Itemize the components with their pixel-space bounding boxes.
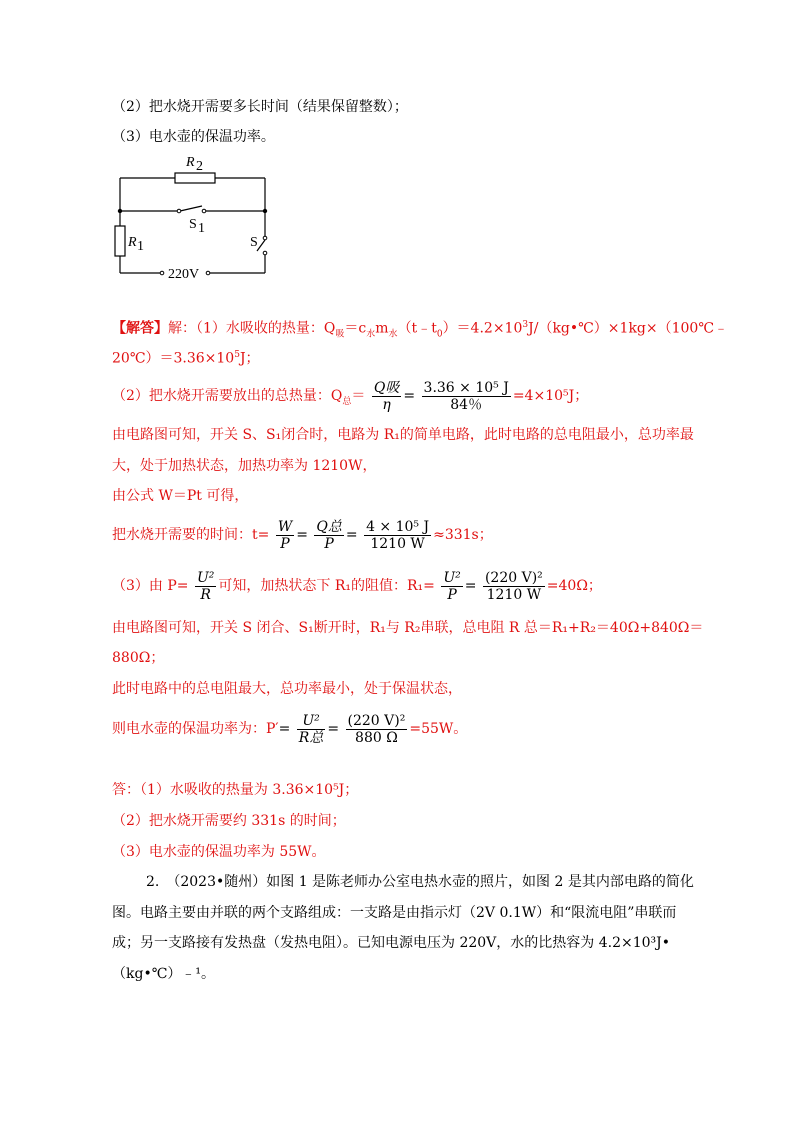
circuit-diagram [110, 148, 280, 283]
solution-line-3: （2）把水烧开需要放出的总热量：$Q_总=$ $\frac{\text{Q吸}}{\eta}$ = $\frac{\text{3.36 × 10⁵ J}}{84\%}$ =4×10⁵J； [112, 379, 589, 413]
label-s1: S [189, 217, 197, 232]
solution-line-8: （3）由 P= $\frac{\text{U²}}{R}$ 可知，加热状态下 R₁的阻值：R₁= $\frac{\text{U²}}{P}$ = $\frac{\text{(220 V)²}}{1210 W}$ =40Ω； [112, 569, 602, 603]
solution-line-6: 由公式 W＝Pt 可得， [112, 488, 249, 504]
next-question-line-1: 2. （2023•随州）如图 1 是陈老师办公室电热水壶的照片，如图 2 是其内部电路的简化 [146, 874, 694, 890]
answer-3: （3）电水壶的保温功率为 55W。 [112, 844, 326, 860]
svg-text:1: 1 [198, 221, 205, 236]
question-3: （3）电水壶的保温功率。 [112, 129, 275, 145]
next-question-line-2: 图。电路主要由并联的两个支路组成：一支路是由指示灯（2V 0.1W）和“限流电阻”串联而 [112, 905, 677, 921]
solution-line-5: 大，处于加热状态，加热功率为 1210W， [112, 458, 377, 474]
label-s: S [250, 235, 258, 250]
solution-line-9: 由电路图可知，开关 S 闭合、S₁断开时，R₁与 R₂串联，总电阻 R 总＝R₁+R₂＝40Ω+840Ω＝ [112, 620, 704, 636]
solution-line-7: 把水烧开需要的时间：t= $\frac{W}{P}$ = $\frac{\text{Q总}}{P}$ = $\frac{\text{4 × 10⁵ J}}{1210 W}$ ≈331s； [112, 518, 493, 552]
solution-line-11: 此时电路中的总电阻最大，总功率最小，处于保温状态， [112, 681, 462, 697]
switch-s [257, 240, 265, 251]
solution-line-10: 880Ω； [112, 650, 165, 666]
svg-text:1: 1 [137, 239, 144, 254]
question-2: （2）把水烧开需要多长时间（结果保留整数）； [112, 99, 408, 115]
resistor-r1 [115, 226, 125, 256]
next-question-line-3: 成；另一支路接有发热盘（发热电阻）。已知电源电压为 220V，水的比热容为 4.2×10³J• [112, 935, 671, 951]
next-question-line-4: （kg•℃）﹣¹。 [112, 966, 215, 982]
resistor-r2 [175, 173, 215, 183]
solution-line-4: 由电路图可知，开关 S、S₁闭合时，电路为 R₁的简单电路，此时电路的总电阻最小，总功率最 [112, 427, 694, 443]
switch-s1 [180, 206, 202, 211]
label-r2: R [186, 155, 195, 170]
label-r1: R [128, 235, 137, 250]
solution-line-12: 则电水壶的保温功率为：P′= $\frac{\text{U²}}{\text{R总}}$ = $\frac{\text{(220 V)²}}{880 \Omega}$ =55W。 [112, 712, 468, 746]
svg-text:2: 2 [196, 159, 203, 174]
answer-2: （2）把水烧开需要约 331s 的时间； [112, 813, 346, 829]
label-voltage: 220V [168, 267, 200, 282]
answer-1: 答：（1）水吸收的热量为 3.36×10⁵J； [112, 782, 359, 798]
solution-line-1: 【解答】解：（1）水吸收的热量：$Q_吸=c_水m_水(t﹣t_0)=4.2\times 10^3J/(kg•℃)\times 1kg\times(100℃﹣$ [112, 320, 728, 340]
solution-line-2: $20℃)=3.36\times 10^5J$； [112, 350, 260, 367]
